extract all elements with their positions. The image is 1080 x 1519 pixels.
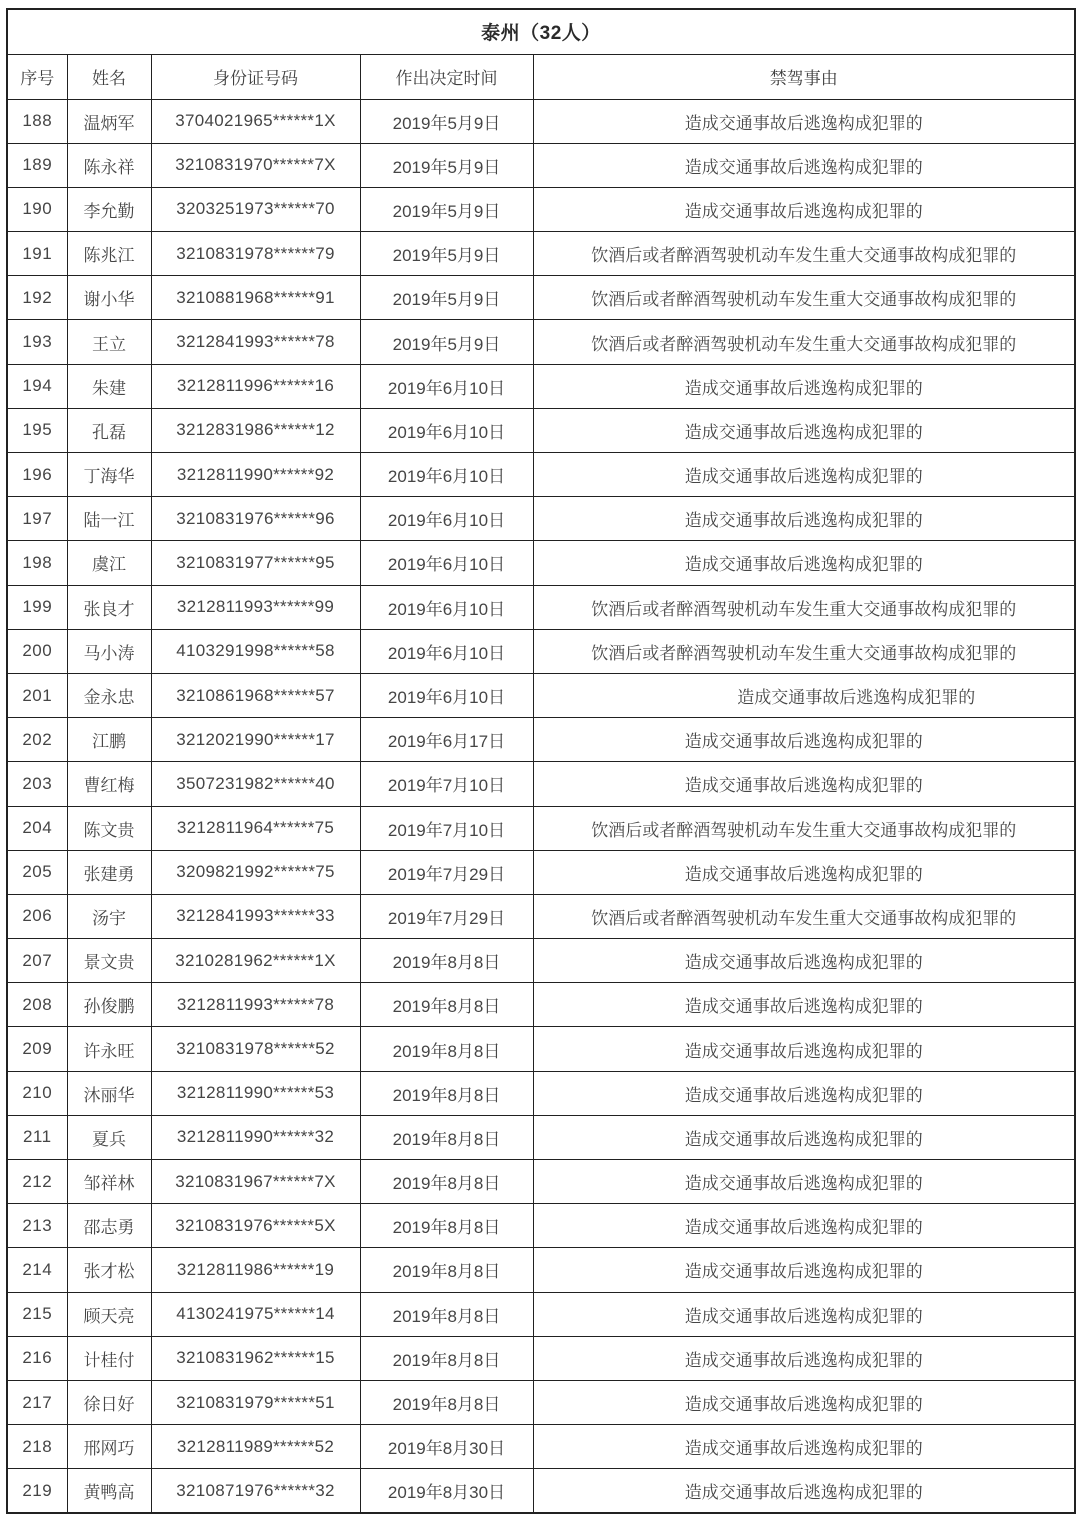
cell-name: 孙俊鹏	[67, 983, 151, 1027]
cell-id-number: 3212811986******19	[151, 1248, 360, 1292]
cell-decision-date: 2019年5月9日	[360, 99, 533, 143]
table-row	[7, 320, 1075, 364]
cell-name: 邵志勇	[67, 1204, 151, 1248]
cell-ban-reason: 饮酒后或者醉酒驾驶机动车发生重大交通事故构成犯罪的	[533, 585, 1075, 629]
cell-serial: 198	[7, 541, 67, 585]
cell-id-number: 3210881968******91	[151, 276, 360, 320]
table-row	[7, 364, 1075, 408]
table-row	[7, 762, 1075, 806]
column-header-row	[7, 54, 1075, 99]
cell-serial: 211	[7, 1115, 67, 1159]
cell-name: 汤宇	[67, 894, 151, 938]
cell-name: 谢小华	[67, 276, 151, 320]
cell-name: 邢网巧	[67, 1425, 151, 1469]
table-body	[7, 99, 1075, 1513]
cell-id-number: 3212811990******53	[151, 1071, 360, 1115]
cell-ban-reason: 造成交通事故后逃逸构成犯罪的	[533, 187, 1075, 231]
cell-decision-date: 2019年5月9日	[360, 232, 533, 276]
cell-decision-date: 2019年8月8日	[360, 1115, 533, 1159]
cell-id-number: 3704021965******1X	[151, 99, 360, 143]
cell-decision-date: 2019年8月8日	[360, 1027, 533, 1071]
table-row	[7, 1425, 1075, 1469]
cell-name: 顾天亮	[67, 1292, 151, 1336]
table-row	[7, 850, 1075, 894]
cell-serial: 200	[7, 629, 67, 673]
cell-decision-date: 2019年8月8日	[360, 1071, 533, 1115]
cell-decision-date: 2019年8月8日	[360, 1292, 533, 1336]
cell-serial: 189	[7, 143, 67, 187]
cell-serial: 191	[7, 232, 67, 276]
cell-decision-date: 2019年8月8日	[360, 939, 533, 983]
cell-ban-reason: 造成交通事故后逃逸构成犯罪的	[533, 1425, 1075, 1469]
table-row	[7, 894, 1075, 938]
cell-ban-reason: 饮酒后或者醉酒驾驶机动车发生重大交通事故构成犯罪的	[533, 806, 1075, 850]
column-header-serial: 序号	[7, 54, 67, 99]
cell-ban-reason: 造成交通事故后逃逸构成犯罪的	[533, 541, 1075, 585]
cell-name: 陈永祥	[67, 143, 151, 187]
cell-serial: 208	[7, 983, 67, 1027]
cell-id-number: 3212021990******17	[151, 718, 360, 762]
cell-name: 夏兵	[67, 1115, 151, 1159]
column-header-id-number: 身份证号码	[151, 54, 360, 99]
cell-ban-reason: 造成交通事故后逃逸构成犯罪的	[533, 1380, 1075, 1424]
cell-serial: 212	[7, 1160, 67, 1204]
cell-serial: 196	[7, 453, 67, 497]
cell-id-number: 3210831977******95	[151, 541, 360, 585]
cell-name: 许永旺	[67, 1027, 151, 1071]
cell-ban-reason: 饮酒后或者醉酒驾驶机动车发生重大交通事故构成犯罪的	[533, 320, 1075, 364]
cell-ban-reason: 造成交通事故后逃逸构成犯罪的	[533, 364, 1075, 408]
cell-name: 马小涛	[67, 629, 151, 673]
cell-serial: 219	[7, 1469, 67, 1513]
cell-decision-date: 2019年7月29日	[360, 894, 533, 938]
cell-id-number: 3210831970******7X	[151, 143, 360, 187]
table-row	[7, 585, 1075, 629]
cell-name: 景文贵	[67, 939, 151, 983]
cell-id-number: 3210831978******79	[151, 232, 360, 276]
cell-serial: 188	[7, 99, 67, 143]
cell-decision-date: 2019年7月29日	[360, 850, 533, 894]
cell-name: 温炳军	[67, 99, 151, 143]
cell-name: 王立	[67, 320, 151, 364]
cell-id-number: 3212841993******33	[151, 894, 360, 938]
cell-serial: 213	[7, 1204, 67, 1248]
table-row	[7, 1115, 1075, 1159]
cell-serial: 204	[7, 806, 67, 850]
cell-decision-date: 2019年8月8日	[360, 1336, 533, 1380]
cell-decision-date: 2019年7月10日	[360, 762, 533, 806]
cell-id-number: 3212841993******78	[151, 320, 360, 364]
cell-ban-reason: 造成交通事故后逃逸构成犯罪的	[533, 1071, 1075, 1115]
cell-ban-reason: 造成交通事故后逃逸构成犯罪的	[533, 718, 1075, 762]
cell-decision-date: 2019年5月9日	[360, 320, 533, 364]
cell-ban-reason: 造成交通事故后逃逸构成犯罪的	[533, 1115, 1075, 1159]
cell-ban-reason: 饮酒后或者醉酒驾驶机动车发生重大交通事故构成犯罪的	[533, 629, 1075, 673]
table-title: 泰州（32人）	[7, 9, 1075, 54]
cell-name: 沐丽华	[67, 1071, 151, 1115]
table-row	[7, 541, 1075, 585]
cell-serial: 202	[7, 718, 67, 762]
table-row	[7, 806, 1075, 850]
cell-serial: 201	[7, 673, 67, 717]
cell-id-number: 3212831986******12	[151, 408, 360, 452]
table-row	[7, 673, 1075, 717]
table-row	[7, 1469, 1075, 1513]
cell-ban-reason: 造成交通事故后逃逸构成犯罪的	[533, 673, 1075, 717]
cell-decision-date: 2019年8月8日	[360, 1204, 533, 1248]
cell-ban-reason: 造成交通事故后逃逸构成犯罪的	[533, 1469, 1075, 1513]
cell-ban-reason: 造成交通事故后逃逸构成犯罪的	[533, 497, 1075, 541]
driving-ban-table	[6, 8, 1076, 1514]
cell-ban-reason: 造成交通事故后逃逸构成犯罪的	[533, 850, 1075, 894]
cell-serial: 197	[7, 497, 67, 541]
column-header-name: 姓名	[67, 54, 151, 99]
cell-serial: 216	[7, 1336, 67, 1380]
table-row	[7, 187, 1075, 231]
column-header-decision-date: 作出决定时间	[360, 54, 533, 99]
cell-decision-date: 2019年8月8日	[360, 983, 533, 1027]
cell-decision-date: 2019年8月8日	[360, 1160, 533, 1204]
cell-ban-reason: 造成交通事故后逃逸构成犯罪的	[533, 1292, 1075, 1336]
cell-ban-reason: 造成交通事故后逃逸构成犯罪的	[533, 1248, 1075, 1292]
cell-id-number: 4130241975******14	[151, 1292, 360, 1336]
cell-ban-reason: 造成交通事故后逃逸构成犯罪的	[533, 408, 1075, 452]
cell-decision-date: 2019年6月10日	[360, 541, 533, 585]
cell-serial: 210	[7, 1071, 67, 1115]
cell-decision-date: 2019年6月10日	[360, 408, 533, 452]
cell-serial: 199	[7, 585, 67, 629]
cell-id-number: 3210831978******52	[151, 1027, 360, 1071]
table-row	[7, 408, 1075, 452]
cell-decision-date: 2019年6月10日	[360, 629, 533, 673]
cell-serial: 207	[7, 939, 67, 983]
cell-decision-date: 2019年6月10日	[360, 673, 533, 717]
cell-id-number: 3210831967******7X	[151, 1160, 360, 1204]
cell-ban-reason: 造成交通事故后逃逸构成犯罪的	[533, 143, 1075, 187]
cell-ban-reason: 饮酒后或者醉酒驾驶机动车发生重大交通事故构成犯罪的	[533, 894, 1075, 938]
table-row	[7, 453, 1075, 497]
cell-name: 曹红梅	[67, 762, 151, 806]
cell-decision-date: 2019年7月10日	[360, 806, 533, 850]
cell-name: 丁海华	[67, 453, 151, 497]
cell-serial: 215	[7, 1292, 67, 1336]
cell-serial: 195	[7, 408, 67, 452]
cell-name: 金永忠	[67, 673, 151, 717]
cell-decision-date: 2019年8月30日	[360, 1469, 533, 1513]
cell-name: 朱建	[67, 364, 151, 408]
cell-decision-date: 2019年5月9日	[360, 143, 533, 187]
cell-ban-reason: 造成交通事故后逃逸构成犯罪的	[533, 939, 1075, 983]
cell-id-number: 3212811989******52	[151, 1425, 360, 1469]
cell-serial: 193	[7, 320, 67, 364]
table-row	[7, 1027, 1075, 1071]
cell-id-number: 3209821992******75	[151, 850, 360, 894]
cell-decision-date: 2019年8月8日	[360, 1380, 533, 1424]
cell-ban-reason: 造成交通事故后逃逸构成犯罪的	[533, 453, 1075, 497]
cell-name: 虞江	[67, 541, 151, 585]
cell-serial: 194	[7, 364, 67, 408]
table-row	[7, 1160, 1075, 1204]
cell-id-number: 3210861968******57	[151, 673, 360, 717]
cell-decision-date: 2019年5月9日	[360, 276, 533, 320]
cell-name: 张良才	[67, 585, 151, 629]
cell-serial: 209	[7, 1027, 67, 1071]
table-title-row	[7, 9, 1075, 54]
column-header-ban-reason: 禁驾事由	[533, 54, 1075, 99]
cell-name: 李允勤	[67, 187, 151, 231]
table-row	[7, 939, 1075, 983]
cell-decision-date: 2019年6月17日	[360, 718, 533, 762]
cell-id-number: 3212811964******75	[151, 806, 360, 850]
cell-name: 陈兆江	[67, 232, 151, 276]
cell-decision-date: 2019年8月8日	[360, 1248, 533, 1292]
cell-name: 黄鸭高	[67, 1469, 151, 1513]
cell-name: 邹祥林	[67, 1160, 151, 1204]
cell-name: 江鹏	[67, 718, 151, 762]
cell-id-number: 4103291998******58	[151, 629, 360, 673]
cell-serial: 217	[7, 1380, 67, 1424]
cell-id-number: 3212811993******78	[151, 983, 360, 1027]
cell-name: 张才松	[67, 1248, 151, 1292]
cell-name: 计桂付	[67, 1336, 151, 1380]
cell-serial: 205	[7, 850, 67, 894]
cell-ban-reason: 造成交通事故后逃逸构成犯罪的	[533, 983, 1075, 1027]
cell-serial: 192	[7, 276, 67, 320]
cell-id-number: 3210831976******96	[151, 497, 360, 541]
cell-serial: 203	[7, 762, 67, 806]
cell-ban-reason: 饮酒后或者醉酒驾驶机动车发生重大交通事故构成犯罪的	[533, 232, 1075, 276]
table-row	[7, 276, 1075, 320]
cell-id-number: 3210831979******51	[151, 1380, 360, 1424]
table-row	[7, 718, 1075, 762]
cell-decision-date: 2019年6月10日	[360, 585, 533, 629]
table-row	[7, 1248, 1075, 1292]
cell-decision-date: 2019年8月30日	[360, 1425, 533, 1469]
table-row	[7, 1071, 1075, 1115]
cell-ban-reason: 造成交通事故后逃逸构成犯罪的	[533, 1160, 1075, 1204]
cell-id-number: 3212811990******32	[151, 1115, 360, 1159]
cell-decision-date: 2019年5月9日	[360, 187, 533, 231]
table-row	[7, 629, 1075, 673]
cell-ban-reason: 饮酒后或者醉酒驾驶机动车发生重大交通事故构成犯罪的	[533, 276, 1075, 320]
table-row	[7, 1380, 1075, 1424]
cell-name: 张建勇	[67, 850, 151, 894]
cell-ban-reason: 造成交通事故后逃逸构成犯罪的	[533, 1027, 1075, 1071]
cell-name: 孔磊	[67, 408, 151, 452]
cell-name: 徐日好	[67, 1380, 151, 1424]
cell-ban-reason: 造成交通事故后逃逸构成犯罪的	[533, 1204, 1075, 1248]
cell-ban-reason: 造成交通事故后逃逸构成犯罪的	[533, 99, 1075, 143]
cell-id-number: 3212811990******92	[151, 453, 360, 497]
cell-name: 陆一江	[67, 497, 151, 541]
cell-id-number: 3210831962******15	[151, 1336, 360, 1380]
cell-name: 陈文贵	[67, 806, 151, 850]
cell-id-number: 3507231982******40	[151, 762, 360, 806]
cell-decision-date: 2019年6月10日	[360, 364, 533, 408]
cell-decision-date: 2019年6月10日	[360, 453, 533, 497]
table-row	[7, 497, 1075, 541]
cell-id-number: 3210831976******5X	[151, 1204, 360, 1248]
cell-id-number: 3210871976******32	[151, 1469, 360, 1513]
cell-serial: 190	[7, 187, 67, 231]
table-row	[7, 983, 1075, 1027]
cell-id-number: 3212811996******16	[151, 364, 360, 408]
cell-ban-reason: 造成交通事故后逃逸构成犯罪的	[533, 762, 1075, 806]
table-row	[7, 232, 1075, 276]
table-row	[7, 1292, 1075, 1336]
cell-serial: 206	[7, 894, 67, 938]
table-row	[7, 99, 1075, 143]
cell-serial: 218	[7, 1425, 67, 1469]
cell-decision-date: 2019年6月10日	[360, 497, 533, 541]
cell-ban-reason: 造成交通事故后逃逸构成犯罪的	[533, 1336, 1075, 1380]
table-row	[7, 1204, 1075, 1248]
cell-id-number: 3212811993******99	[151, 585, 360, 629]
table-row	[7, 143, 1075, 187]
cell-id-number: 3203251973******70	[151, 187, 360, 231]
cell-id-number: 3210281962******1X	[151, 939, 360, 983]
table-row	[7, 1336, 1075, 1380]
cell-serial: 214	[7, 1248, 67, 1292]
